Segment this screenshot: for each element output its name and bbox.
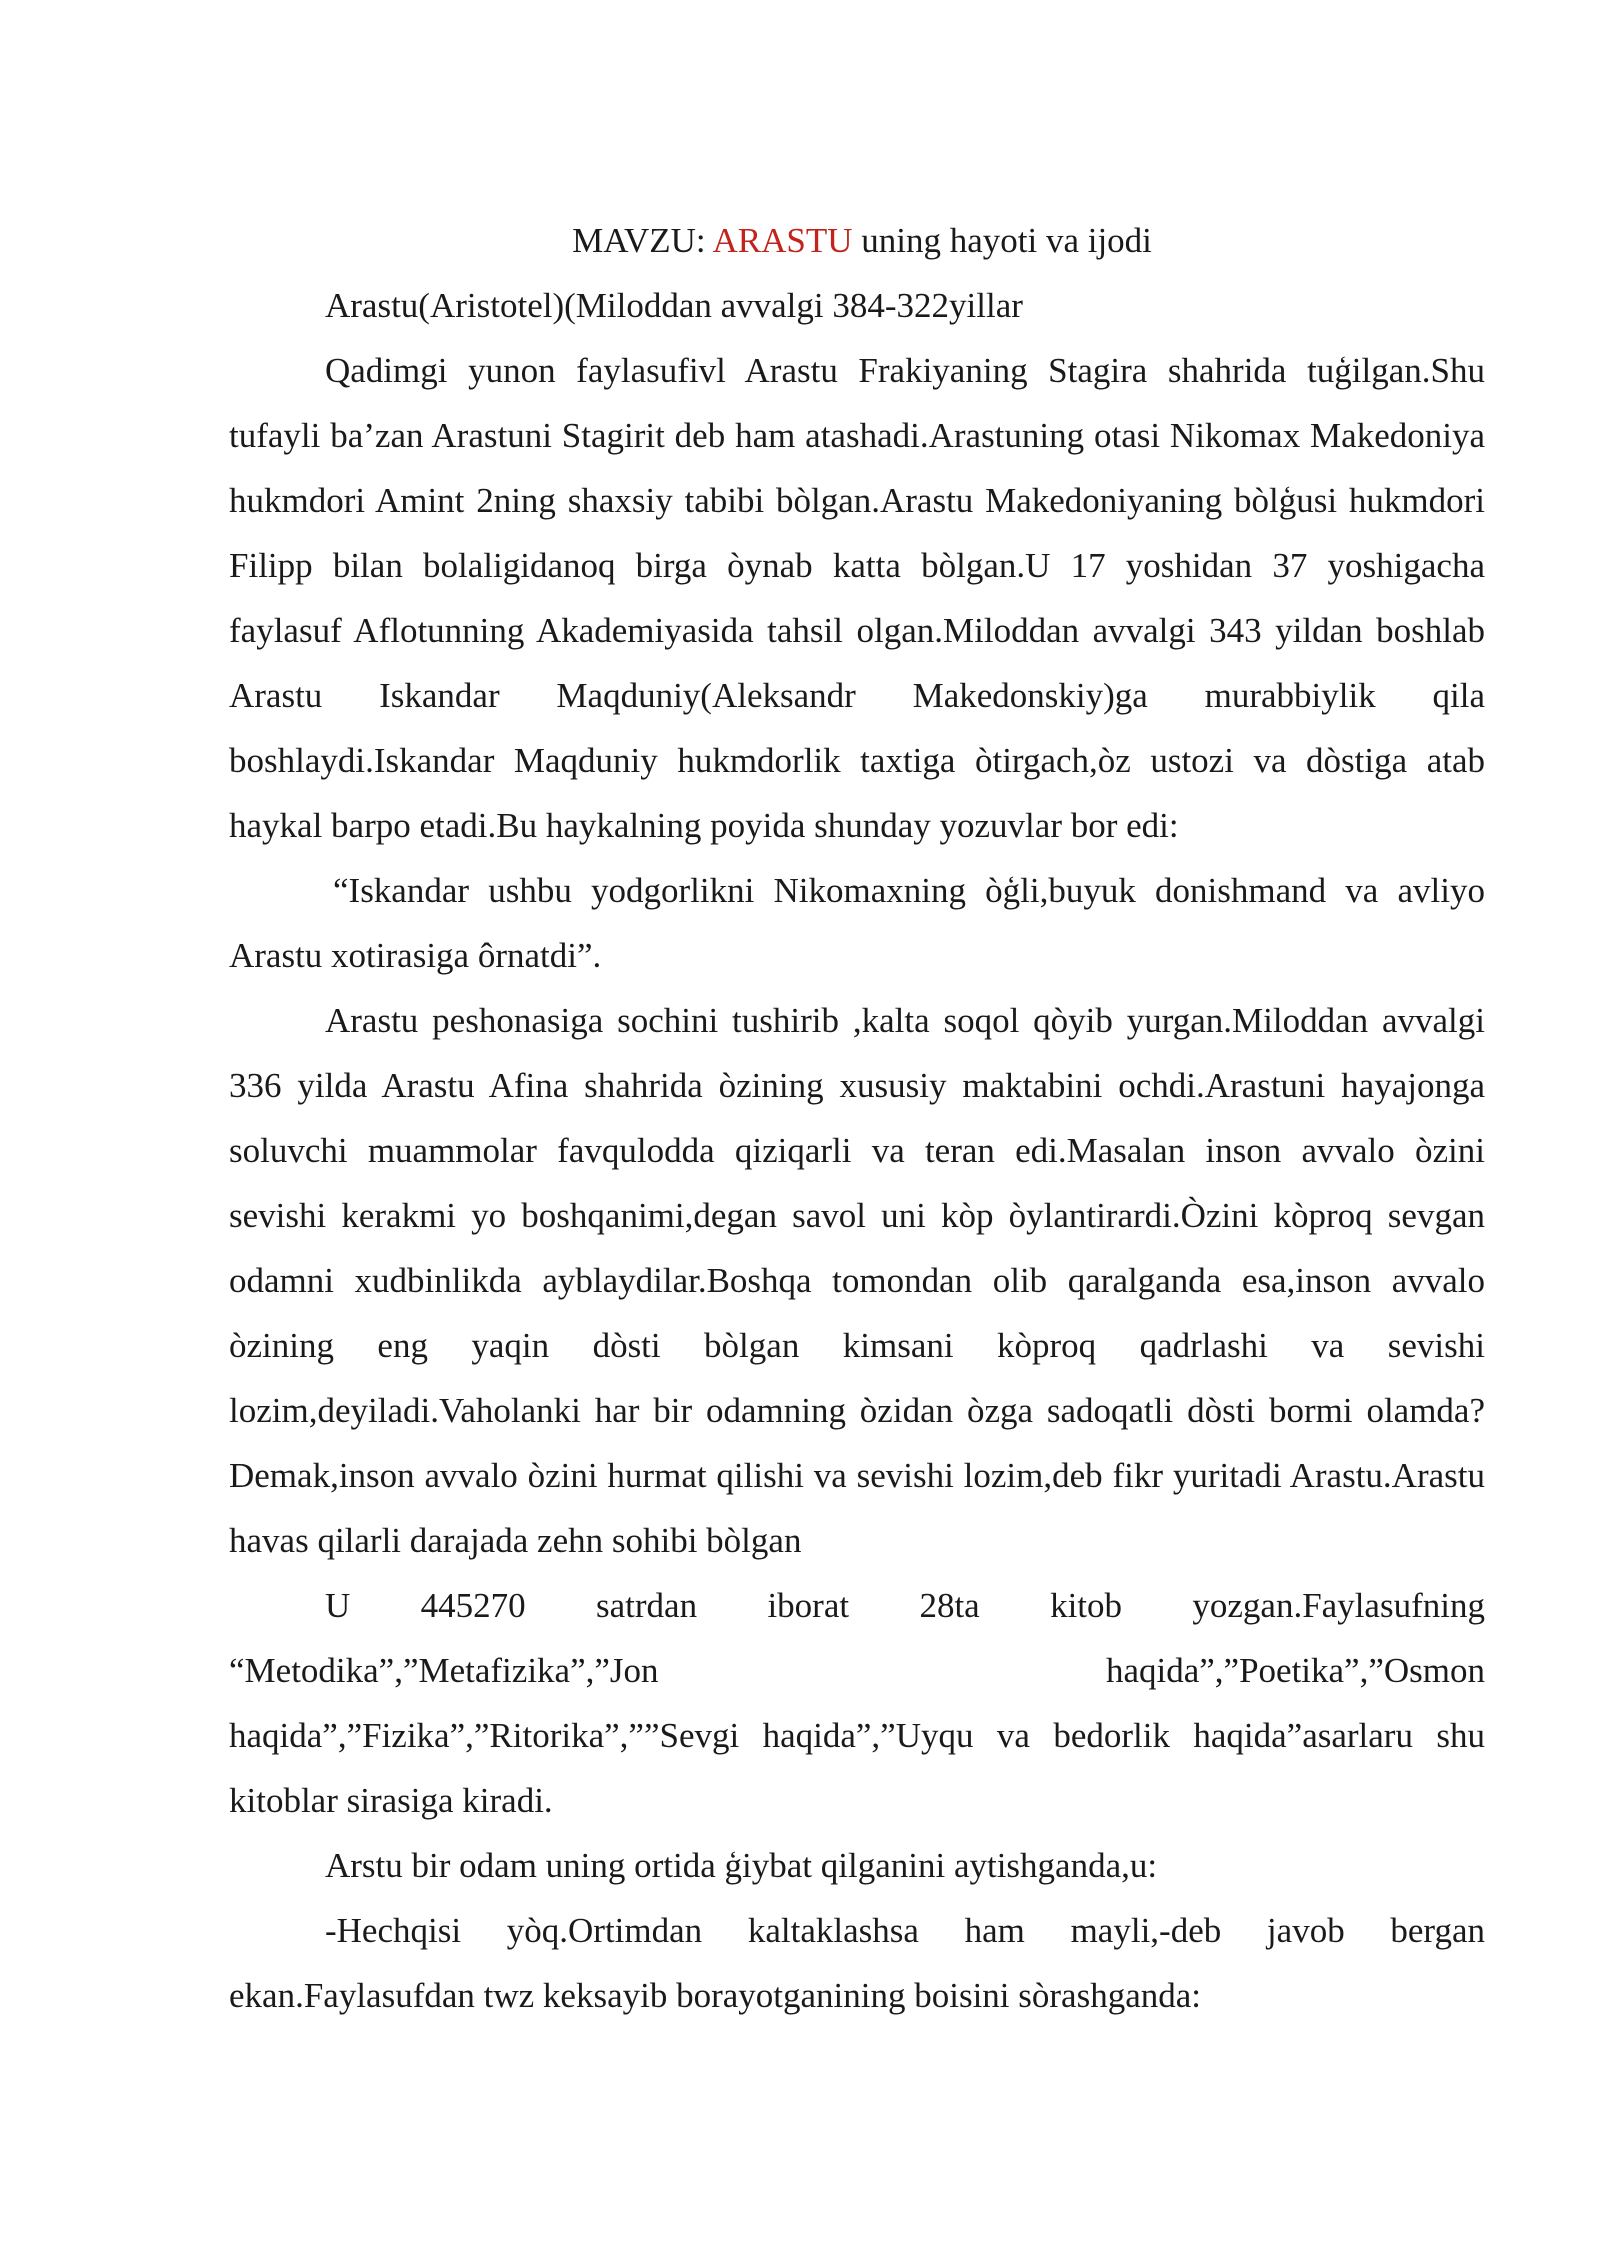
document-title [229,208,1485,273]
books-word: U [325,1586,351,1625]
books-word: satrdan [596,1586,698,1625]
books-word: kitob [1050,1586,1123,1625]
paragraph-school: Arastu peshonasiga sochini tushirib ,kalta soqol qòyib yurgan.Miloddan avvalgi 336 yilda Arastu Afina shahrida òzining xususiy maktabini ochdi.Arastuni hayajonga soluvchi muammolar favqulodda qiziqarli va teran edi.Masalan inson avvalo òzini sevishi kerakmi yo boshqanimi,degan savol uni kòp òylantirardi.Òzini kòproq sevgan odamni xudbinlikda ayblaydilar.Boshqa tomondan olib qaralganda esa,inson avvalo òzining eng yaqin dòsti bòlgan kimsani kòproq qadrlashi va sevishi lozim,deyiladi.Vaholanki har bir odamning òzidan òzga sadoqatli dòsti bormi olamda?Demak,inson avvalo òzini hurmat qilishi va sevishi lozim,deb fikr yuritadi Arastu.Arastu havas qilarli darajada zehn sohibi bòlgan [229,1001,1485,1560]
books-line-2-right: haqida”,”Poetika”,”Osmon [1105,1651,1485,1690]
books-line-2-left: “Metodika”,”Metafizika”,”Jon [229,1651,659,1690]
document-body [229,208,1485,2028]
title-suffix: uning hayoti va ijodi [852,221,1152,260]
paragraph-answer: -Hechqisi yòq.Ortimdan kaltaklashsa ham mayli,-deb javob bergan ekan.Faylasufdan twz keksayib borayotganining boisini sòrashganda: [229,1911,1485,2015]
title-accent: ARASTU [712,221,853,260]
title-prefix: MAVZU: [572,221,713,260]
books-word: yozgan.Faylasufning [1192,1586,1485,1625]
books-word: 445270 [420,1586,526,1625]
paragraph-gossip: Arstu bir odam uning ortida ģiybat qilganini aytishganda,u: [325,1846,1158,1885]
books-word: iborat [767,1586,850,1625]
paragraph-books-rest: haqida”,”Fizika”,”Ritorika”,””Sevgi haqida”,”Uyqu va bedorlik haqida”asarlaru shu kitoblar sirasiga kiradi. [229,1716,1485,1820]
books-word: 28ta [919,1586,980,1625]
paragraph-books-line-2 [229,1638,1485,1703]
paragraph-biography: Qadimgi yunon faylasufivl Arastu Frakiyaning Stagira shahrida tuģilgan.Shu tufayli ba’zan Arastuni Stagirit deb ham atashadi.Arastuning otasi Nikomax Makedoniya hukmdori Amint 2ning shaxsiy tabibi bòlgan.Arastu Makedoniyaning bòlģusi hukmdori Filipp bilan bolaligidanoq birga òynab katta bòlgan.U 17 yoshidan 37 yoshigacha faylasuf Aflotunning Akademiyasida tahsil olgan.Miloddan avvalgi 343 yildan boshlab Arastu Iskandar Maqduniy(Aleksandr Makedonskiy)ga murabbiylik qila boshlaydi.Iskandar Maqduniy hukmdorlik taxtiga òtirgach,òz ustozi va dòstiga atab haykal barpo etadi.Bu haykalning poyida shunday yozuvlar bor edi: [229,351,1485,845]
paragraph-inscription-quote: “Iskandar ushbu yodgorlikni Nikomaxning òģli,buyuk donishmand va avliyo Arastu xotirasiga ôrnatdi”. [229,871,1485,975]
document-subtitle: Arastu(Aristotel)(Miloddan avvalgi 384-322yillar [325,286,1023,325]
paragraph-books-line-1 [229,1573,1485,1638]
